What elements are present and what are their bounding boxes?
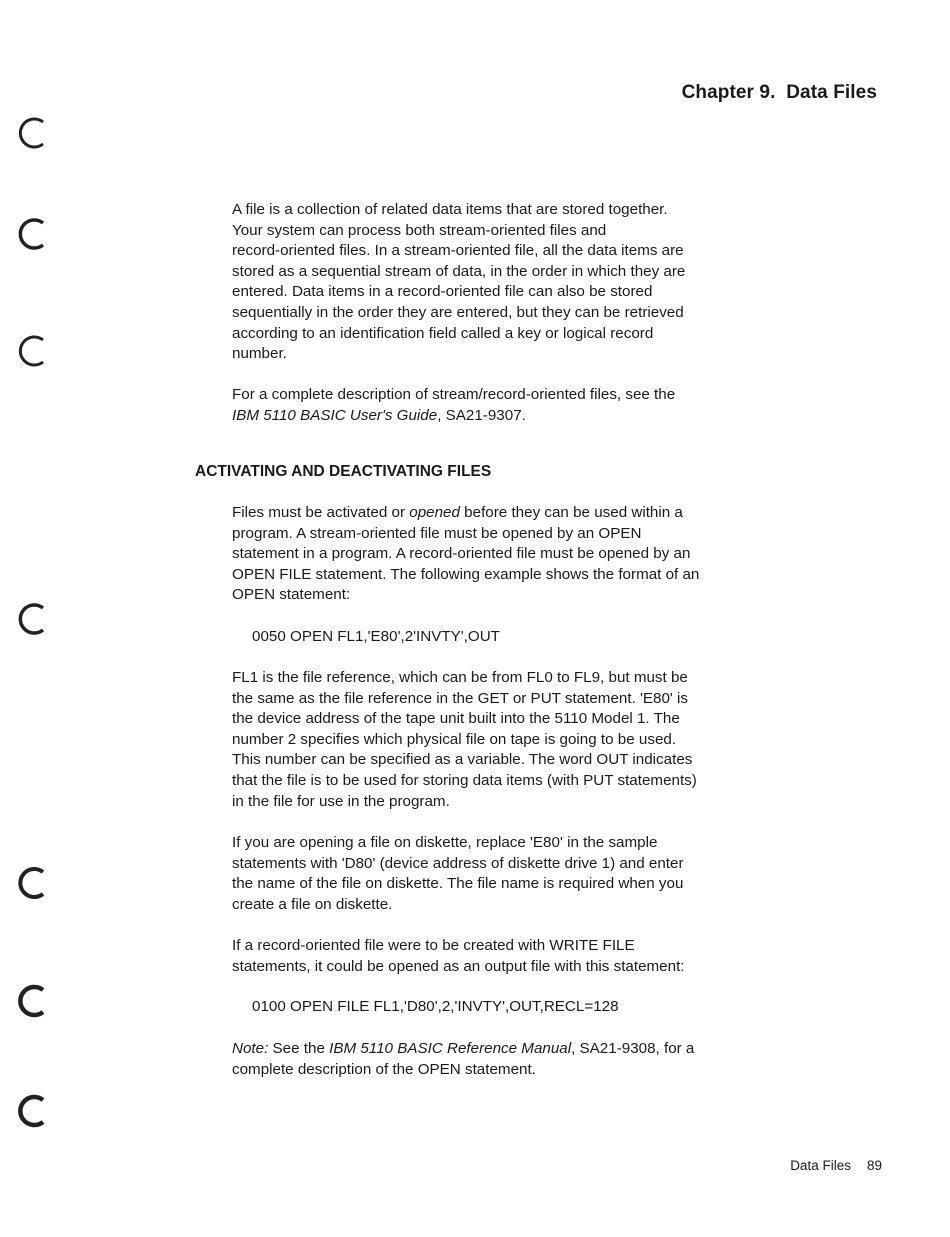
file-reference-paragraph: FL1 is the file reference, which can be from FL0 to FL9, but must be the same as the file reference in the GET or PUT statement. 'E80' is the device address of the tape unit built into the 5110 Model 1. The number 2 specifies which physical file on tape is going to be used. This number can be specified as a variable. The word OUT indicates that the file is to be used for storing data items (with PUT statements) in the file for use in the program. (232, 669, 697, 810)
note-paragraph (232, 1039, 772, 1080)
activation-text-rest: before they can be used within a program. A stream-oriented file must be opened by an OPEN statement in a program. A record-oriented file must be opened by an OPEN FILE statement. The following example shows the format of an OPEN statement: (232, 504, 700, 604)
reference-suffix: , SA21-9307. (437, 406, 526, 424)
note-book-title: IBM 5110 BASIC Reference Manual (329, 1040, 572, 1057)
code-example-open-file: 0100 OPEN FILE FL1,'D80',2,'INVTY',OUT,RECL=128 (252, 998, 619, 1015)
binder-hole-mark-icon (13, 862, 53, 902)
binder-hole-mark-icon (13, 112, 53, 152)
page-footer (790, 1158, 882, 1173)
chapter-title: Chapter 9. Data Files (681, 82, 877, 103)
reference-book-title: IBM 5110 BASIC User's Guide (232, 406, 438, 424)
intro-paragraph: A file is a collection of related data items that are stored together. Your system can process both stream-oriented files and record-oriented files. In a stream-oriented file, all the data items are stored as a sequential stream of data, in the order in which they are entered. Data items in a record-oriented file can also be stored sequentially in the order they are entered, but they can be retrieved according to an identification field called a key or logical record number. (232, 201, 686, 363)
diskette-paragraph: If you are opening a file on diskette, replace 'E80' in the sample statements with 'D80' (device address of diskette drive 1) and enter the name of the file on diskette. The file name is required when you create a file on diskette. (232, 834, 684, 913)
emphasis-opened: opened (409, 504, 460, 521)
reference-prefix: For a complete description of stream/record-oriented files, see the (232, 386, 676, 403)
page-number: 89 (866, 1158, 882, 1173)
reference-paragraph (232, 385, 772, 426)
activation-text-start: Files must be activated or (232, 504, 410, 521)
binder-hole-mark-icon (13, 213, 53, 253)
binder-hole-mark-icon (13, 598, 53, 638)
note-prefix: See the (268, 1040, 330, 1057)
activation-paragraph (232, 503, 772, 606)
binder-hole-mark-icon (13, 330, 53, 370)
note-label: Note: (232, 1040, 269, 1057)
code-example-open: 0050 OPEN FL1,'E80',2'INVTY',OUT (252, 628, 500, 645)
record-file-paragraph: If a record-oriented file were to be created with WRITE FILE statements, it could be opened as an output file with this statement: (232, 937, 685, 975)
section-heading: ACTIVATING AND DEACTIVATING FILES (195, 463, 492, 480)
note-suffix: , SA21-9308, for a complete description of the OPEN statement. (232, 1040, 695, 1078)
footer-section-name: Data Files (790, 1158, 851, 1173)
binder-hole-mark-icon (13, 1090, 53, 1130)
binder-hole-mark-icon (13, 980, 53, 1020)
